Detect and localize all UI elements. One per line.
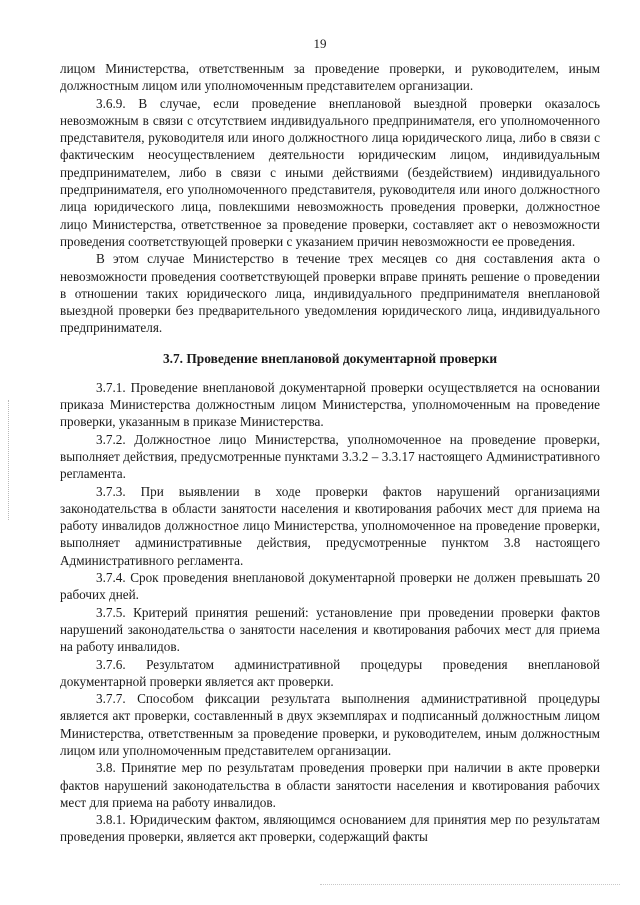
paragraph-3-8: 3.8. Принятие мер по результатам проведения проверки при наличии в акте проверки фактов нарушений законодательства в области занятости населения и квотирования рабочих мест для приема на работу инвалидов. bbox=[60, 760, 600, 810]
paragraph-3-7-6: 3.7.6. Результатом административной процедуры проведения внеплановой документарной проверки является акт проверки. bbox=[60, 656, 600, 689]
paragraph-3-6-9: 3.6.9. В случае, если проведение внеплановой выездной проверки оказалось невозможным в связи с отсутствием индивидуального предпринимателя, его уполномоченного представителя, руководителя или иного должностного лица юридического лица, либо в связи с фактическим неосуществлением деятельности юридическим лицом, индивидуальным предпринимателем, либо в связи с иными действиями (бездействием) индивидуального предпринимателя, его уполномоченного представителя, руководителя или иного должностного лица юридического лица, повлекшими невозможность проведения проверки, должностное лицо Министерства, ответственное за проведение проверки, составляет акт о невозможности проведения соответствующей проверки с указанием причин невозможности ее проведения. bbox=[60, 95, 600, 249]
page-number: 19 bbox=[313, 36, 327, 51]
paragraph-3-7-5: 3.7.5. Критерий принятия решений: установление при проведении проверки фактов нарушений законодательства о занятости населения и квотирования рабочих мест для приема на работу инвалидов. bbox=[60, 604, 600, 655]
paragraph-3-7-1: 3.7.1. Проведение внеплановой документарной проверки осуществляется на основании приказа Министерства должностным лицом Министерства, уполномоченным на проведение проверки, указанным в приказе Министерства. bbox=[60, 379, 600, 430]
section-heading-3-7: 3.7. Проведение внеплановой документарной проверки bbox=[162, 350, 498, 366]
paragraph-3-7-7: 3.7.7. Способом фиксации результата выполнения административной процедуры является акт проверки, составленный в двух экземплярах и подписанный должностным лицом Министерства, ответственным за проведение проверки, и руководителем, иным должностным лицом или уполномоченным представителем организации. bbox=[60, 691, 600, 758]
margin-scan-mark bbox=[8, 400, 11, 520]
paragraph-3-7-3: 3.7.3. При выявлении в ходе проверки фактов нарушений организациями законодательства в области занятости населения и квотирования рабочих мест для приема на работу инвалидов должностное лицо Министерства, уполномоченное на проведение проверки, выполняет административные действия, предусмотренные пунктом 3.8 настоящего Административного регламента. bbox=[60, 483, 600, 568]
paragraph-3-6-9-continued: В этом случае Министерство в течение трех месяцев со дня составления акта о невозможности проведения соответствующей проверки вправе принять решение о проведении в отношении таких юридического лица, индивидуального предпринимателя внеплановой выездной проверки без предварительного уведомления юридического лица, индивидуального предпринимателя. bbox=[60, 251, 600, 336]
document-body bbox=[60, 60, 600, 846]
scan-edge-line bbox=[320, 884, 620, 885]
paragraph-continuation: лицом Министерства, ответственным за проведение проверки, и руководителем, иным должностным лицом или уполномоченным представителем организации. bbox=[60, 61, 600, 94]
paragraph-3-7-4: 3.7.4. Срок проведения внеплановой документарной проверки не должен превышать 20 рабочих дней. bbox=[60, 570, 600, 603]
paragraph-3-8-1: 3.8.1. Юридическим фактом, являющимся основанием для принятия мер по результатам проведения проверки, является акт проверки, содержащий факты bbox=[60, 812, 600, 845]
paragraph-3-7-2: 3.7.2. Должностное лицо Министерства, уполномоченное на проведение проверки, выполняет действия, предусмотренные пунктами 3.3.2 – 3.3.17 настоящего Административного регламента. bbox=[60, 431, 600, 482]
